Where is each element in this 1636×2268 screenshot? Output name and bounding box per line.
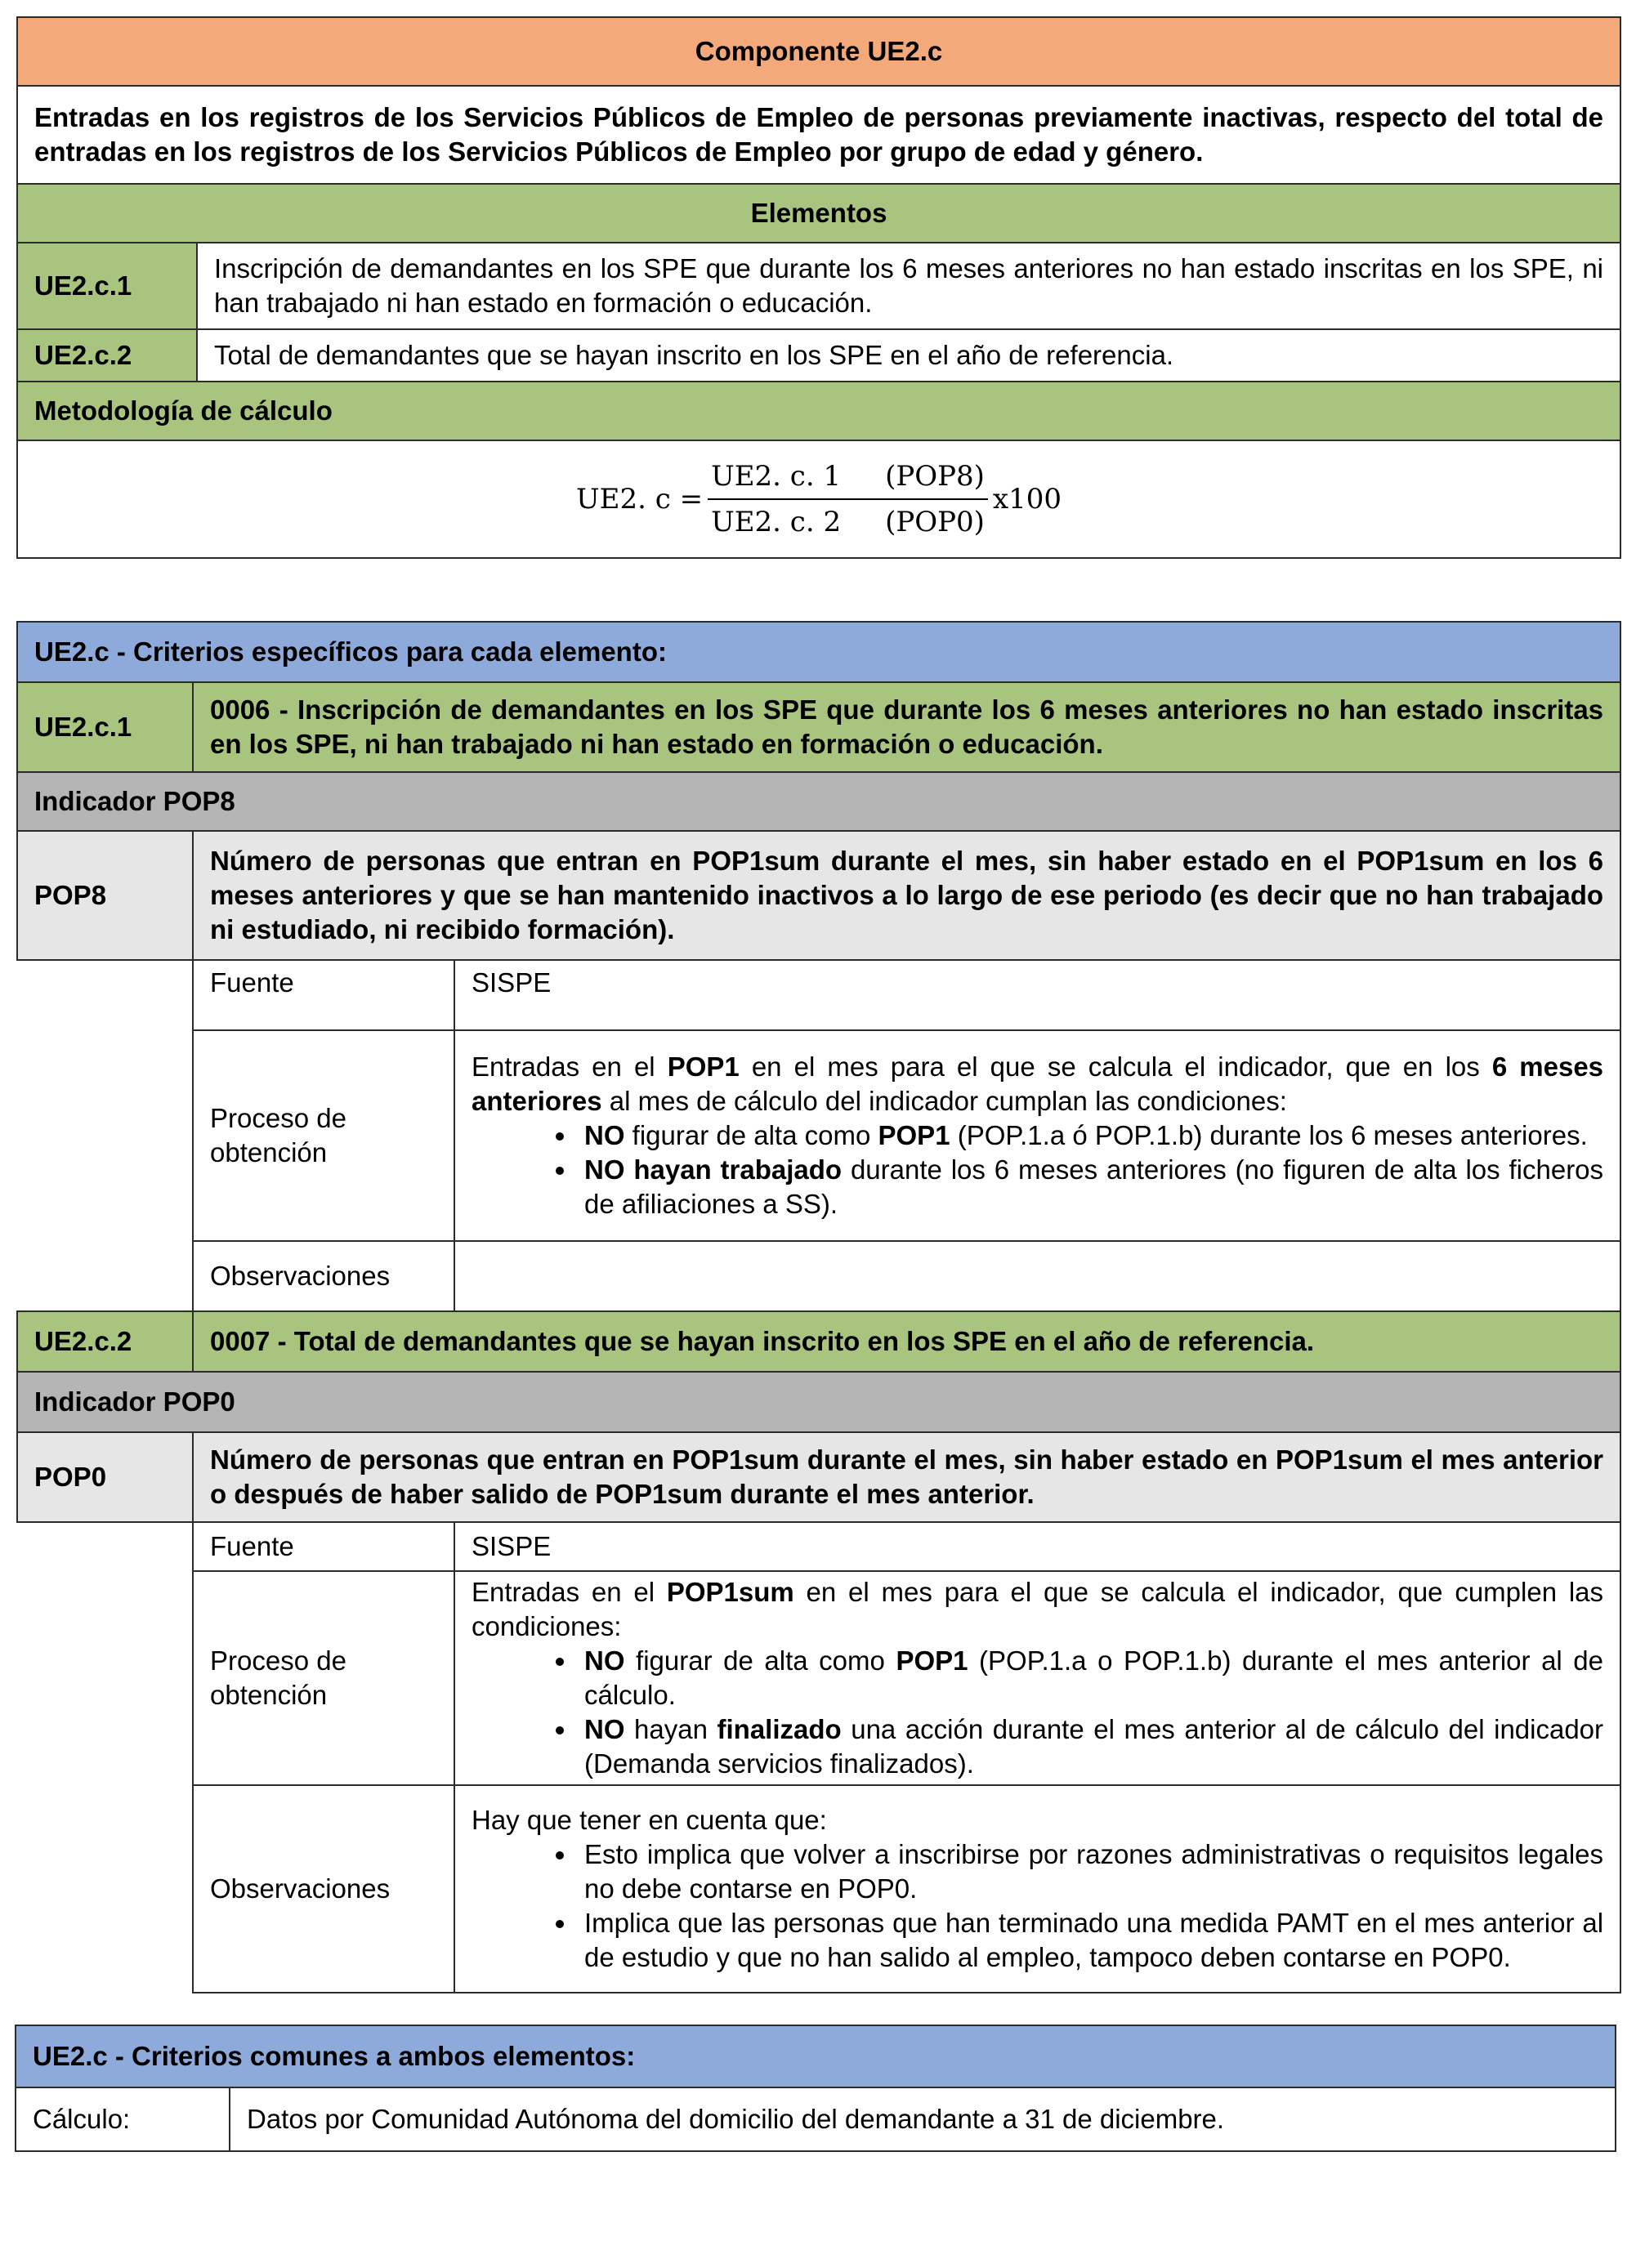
formula-cell (17, 440, 1620, 558)
observaciones-value (454, 1241, 1620, 1311)
indicator-header: Indicador POP0 (17, 1372, 1620, 1432)
common-header: UE2.c - Criterios comunes a ambos elementos: (16, 2025, 1616, 2087)
component-description: Entradas en los registros de los Servicios Públicos de Empleo de personas previamente inactivas, respecto del total de entradas en los registros de los Servicios Públicos de Empleo por grupo de edad y género. (17, 86, 1620, 184)
spacer (17, 1571, 193, 1785)
proceso-intro-text: en el mes para el que se calcula el indicador, que en los (739, 1051, 1492, 1082)
proceso-label: Proceso de obtención (193, 1571, 454, 1785)
bullet-text: durante los 6 meses anteriores (no figuren de alta los ficheros de afiliaciones a SS). (584, 1154, 1604, 1219)
element-title: 0006 - Inscripción de demandantes en los SPE que durante los 6 meses anteriores no han estado inscritas en los SPE, ni han trabajado ni han estado en formación o educación. (193, 682, 1620, 772)
bullet-text: (POP.1.a o POP.1.b) durante el mes anterior al de cálculo. (584, 1645, 1604, 1710)
fuente-value: SISPE (454, 1522, 1620, 1571)
formula (34, 459, 1603, 539)
proceso-intro-text: Entradas en el (472, 1577, 667, 1607)
proceso-intro-text: en el mes para el que se calcula el indicador, que cumplen las condiciones: (472, 1577, 1604, 1641)
list-item (578, 1712, 1603, 1781)
observaciones-label: Observaciones (193, 1241, 454, 1311)
element-text: Total de demandantes que se hayan inscrito en los SPE en el año de referencia. (197, 329, 1620, 382)
bullet-bold: NO hayan trabajado (584, 1154, 843, 1185)
bullet-text: una acción durante el mes anterior al de cálculo del indicador (Demanda servicios finalizados). (584, 1714, 1604, 1779)
observaciones-label: Observaciones (193, 1785, 454, 1993)
element-code: UE2.c.1 (17, 682, 193, 772)
spacer (17, 1785, 193, 1993)
proceso-bullets (472, 1644, 1603, 1781)
list-item (578, 1644, 1603, 1712)
proceso-intro-bold: POP1sum (666, 1577, 794, 1607)
bullet-bold: POP1 (896, 1645, 968, 1676)
bullet-bold: NO (584, 1120, 625, 1150)
bullet-bold: NO (584, 1714, 625, 1744)
formula-suffix: x100 (992, 483, 1062, 516)
proceso-label: Proceso de obtención (193, 1030, 454, 1241)
bullet-bold: POP1 (878, 1120, 950, 1150)
indicator-code: POP0 (17, 1432, 193, 1522)
indicator-code: POP8 (17, 831, 193, 960)
list-item (578, 1118, 1603, 1153)
observaciones-bullets (472, 1837, 1603, 1975)
fuente-value: SISPE (454, 960, 1620, 1030)
bullet-text: figurar de alta como (624, 1645, 896, 1676)
proceso-intro-text: Entradas en el (472, 1051, 668, 1082)
element-code: UE2.c.1 (17, 243, 197, 329)
proceso-intro (472, 1575, 1603, 1644)
element-code: UE2.c.2 (17, 329, 197, 382)
fuente-label: Fuente (193, 960, 454, 1030)
fuente-label: Fuente (193, 1522, 454, 1571)
calc-label: Cálculo: (16, 2087, 230, 2151)
formula-denominator: UE2. c. 2 (POP0) (711, 506, 985, 538)
bullet-text: (POP.1.a ó POP.1.b) durante los 6 meses anteriores. (950, 1120, 1588, 1150)
formula-lhs: UE2. c = (576, 483, 704, 516)
proceso-intro-bold: 6 meses anteriores (472, 1051, 1604, 1116)
proceso-content (454, 1571, 1620, 1785)
formula-fraction (708, 459, 988, 539)
component-table (16, 16, 1621, 559)
calc-value: Datos por Comunidad Autónoma del domicilio del demandante a 31 de diciembre. (230, 2087, 1616, 2151)
bullet-bold: finalizado (717, 1714, 842, 1744)
proceso-bullets (472, 1118, 1603, 1221)
common-criteria-table (15, 2025, 1616, 2152)
formula-numerator: UE2. c. 1 (POP8) (708, 459, 988, 500)
observaciones-content (454, 1785, 1620, 1993)
observaciones-intro: Hay que tener en cuenta que: (472, 1805, 827, 1835)
proceso-intro (472, 1050, 1603, 1118)
spacer (17, 960, 193, 1030)
specific-header: UE2.c - Criterios específicos para cada elemento: (17, 622, 1620, 682)
spacer (17, 1030, 193, 1241)
spacer (17, 1241, 193, 1311)
proceso-intro-bold: POP1 (667, 1051, 740, 1082)
component-title: Componente UE2.c (17, 17, 1620, 86)
element-title: 0007 - Total de demandantes que se hayan inscrito en los SPE en el año de referencia. (193, 1311, 1620, 1372)
proceso-content (454, 1030, 1620, 1241)
bullet-text: figurar de alta como (624, 1120, 878, 1150)
bullet-bold: NO (584, 1645, 625, 1676)
specific-criteria-table (16, 621, 1621, 1993)
element-code: UE2.c.2 (17, 1311, 193, 1372)
proceso-intro-text: al mes de cálculo del indicador cumplan las condiciones: (601, 1086, 1287, 1116)
elements-header: Elementos (17, 184, 1620, 243)
method-header: Metodología de cálculo (17, 382, 1620, 440)
bullet-text: hayan (624, 1714, 717, 1744)
indicator-description: Número de personas que entran en POP1sum durante el mes, sin haber estado en el POP1sum en los 6 meses anteriores y que se han mantenido inactivos a lo largo de ese periodo (es decir que no han trabajado ni estudiado, ni recibido formación). (193, 831, 1620, 960)
list-item (578, 1153, 1603, 1221)
spacer (17, 1522, 193, 1571)
list-item: • Esto implica que volver a inscribirse por razones administrativas o requisitos legales no debe contarse en POP0. (578, 1837, 1603, 1906)
list-item: • Implica que las personas que han terminado una medida PAMT en el mes anterior al de estudio y que no han salido al empleo, tampoco deben contarse en POP0. (578, 1906, 1603, 1975)
indicator-header: Indicador POP8 (17, 772, 1620, 831)
element-text: Inscripción de demandantes en los SPE que durante los 6 meses anteriores no han estado inscritas en los SPE, ni han trabajado ni han estado en formación o educación. (197, 243, 1620, 329)
indicator-description: Número de personas que entran en POP1sum durante el mes, sin haber estado en POP1sum el mes anterior o después de haber salido de POP1sum durante el mes anterior. (193, 1432, 1620, 1522)
